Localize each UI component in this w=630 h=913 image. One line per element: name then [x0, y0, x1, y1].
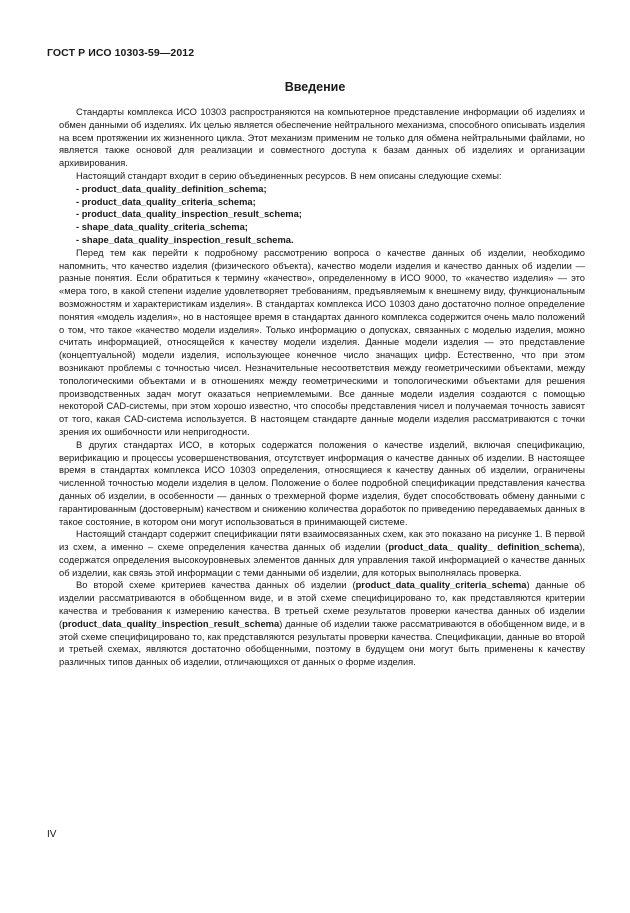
- paragraph-5-text-c: ), содержатся определения высокоуровневых элементов данных для управления такой информацией о качестве данных об изделии, как связь этой информации с теми данными об изделии, для которых выполнялась проверка.: [59, 542, 586, 578]
- paragraph-6-text-c: ) данные об изделии рассматриваются в обобщенном виде, и в этой схеме специфицировано то, как представляются критерии качества и требования к измерению качества. В третьей схеме результатов проверки качества данных об изделии (: [59, 580, 585, 629]
- schema-item: - product_data_quality_inspection_result_schema;: [76, 208, 585, 221]
- paragraph-6-text-e: ) данные об изделии также рассматриваются в обобщенном виде, и в этой схеме специфицировано то, как представляются результаты проверки качества. Спецификации, данные во второй и третьей схемах, являются достаточно обобщенными, поэтому в будущем они могут быть применены к качеству различных типов данных об изделии, отличающихся от данных о форме изделия.: [59, 618, 585, 668]
- paragraph-1: Стандарты комплекса ИСО 10303 распространяются на компьютерное представление информации об изделиях и обмен данными об изделиях. Их целью является обеспечение нейтрального механизма, способного описывать изделия на всем протяжении их жизненного цикла. Этот механизм применим не только для обмена нейтральными файлами, но является также основой для реализации и совместного доступа к базам данных об изделиях и организации архивирования.: [59, 107, 585, 169]
- section-title: Введение: [284, 80, 346, 94]
- paragraph-5-text-a: Настоящий стандарт содержит спецификации пяти взаимосвязанных схем, как это показано на рисунке 1. В первой из схем, а именно – схеме определения качества данных об изделии (: [59, 529, 585, 553]
- schema-name-criteria: product_data_quality_criteria_schema: [355, 580, 527, 591]
- page-number: IV: [47, 829, 57, 840]
- paragraph-5: [59, 528, 585, 579]
- schema-item: - product_data_quality_criteria_schema;: [76, 196, 585, 209]
- schema-name-inspection-result: product_data_quality_inspection_result_schema: [62, 618, 280, 629]
- schema-item: - shape_data_quality_inspection_result_schema.: [76, 234, 585, 247]
- paragraph-2: Настоящий стандарт входит в серию объединенных ресурсов. В нем описаны следующие схемы:: [76, 170, 502, 181]
- schema-list: [59, 183, 585, 247]
- paragraph-6: [59, 579, 585, 669]
- schema-item: - shape_data_quality_criteria_schema;: [76, 221, 585, 234]
- schema-name-definition: product_data_ quality_ definition_schema: [388, 542, 580, 553]
- schema-item: - product_data_quality_definition_schema;: [76, 183, 585, 196]
- paragraph-4: В других стандартах ИСО, в которых содержатся положения о качестве изделий, включая спецификацию, верификацию и процессы усовершенствования, отсутствует информация о качестве данных об изделии. В настоящее время в стандартах комплекса ИСО 10303 определения, относящиеся к качеству данных об изделии, ограничены численной точностью модели изделия в целом. Положение о более подробной спецификации представления качества данных об изделии, в особенности — данных о трехмерной форме изделия, будет способствовать обмену данными с гарантированным (достоверным) качеством и снижению количества доработок по приведению передаваемых данных в такое состояние, в котором они могут использоваться в принимающей системе.: [59, 439, 585, 527]
- paragraph-6-text-a: Во второй схеме критериев качества данных об изделии (: [76, 580, 356, 591]
- document-header: ГОСТ Р ИСО 10303-59—2012: [47, 47, 195, 59]
- document-body: [59, 106, 585, 669]
- paragraph-3: Перед тем как перейти к подробному рассмотрению вопроса о качестве данных об изделии, необходимо напомнить, что качество изделия (физического объекта), качество модели изделия и качество данных об изделии — разные понятия. Если обратиться к термину «качество», определенному в ИСО 9000, то «качество изделия» — это «мера того, в какой степени изделие удовлетворяет требованиям, предъявляемым к внешнему виду, функциональным возможностям и характеристикам изделия». В стандартах комплекса ИСО 10303 дано достаточно полное определение понятия «модель изделия», но в настоящее время в стандартах данного комплекса содержится очень мало положений о том, что такое «качество модели изделия». Только информацию о допусках, связанных с моделью изделия, можно считать информацией, относящейся к качеству модели изделия. Данные модели изделия — это представление (концептуальной) модели изделия, использующее конечное число значащих цифр. Естественно, что при этом возникают проблемы с точностью чисел. Незначительные несоответствия между геометрическими объектами, между топологическими объектами и в отношениях между геометрическими и топологическими объектами для решения производственных задач могут оказаться неприемлемыми. Все данные модели изделия создаются с помощью некоторой CAD-системы, при этом хорошо известно, что способы представления чисел и получаемая точность зависят от того, какая CAD-система используется. В настоящем стандарте данные модели изделия рассматриваются с точки зрения их ошибочности или непригодности.: [59, 247, 585, 437]
